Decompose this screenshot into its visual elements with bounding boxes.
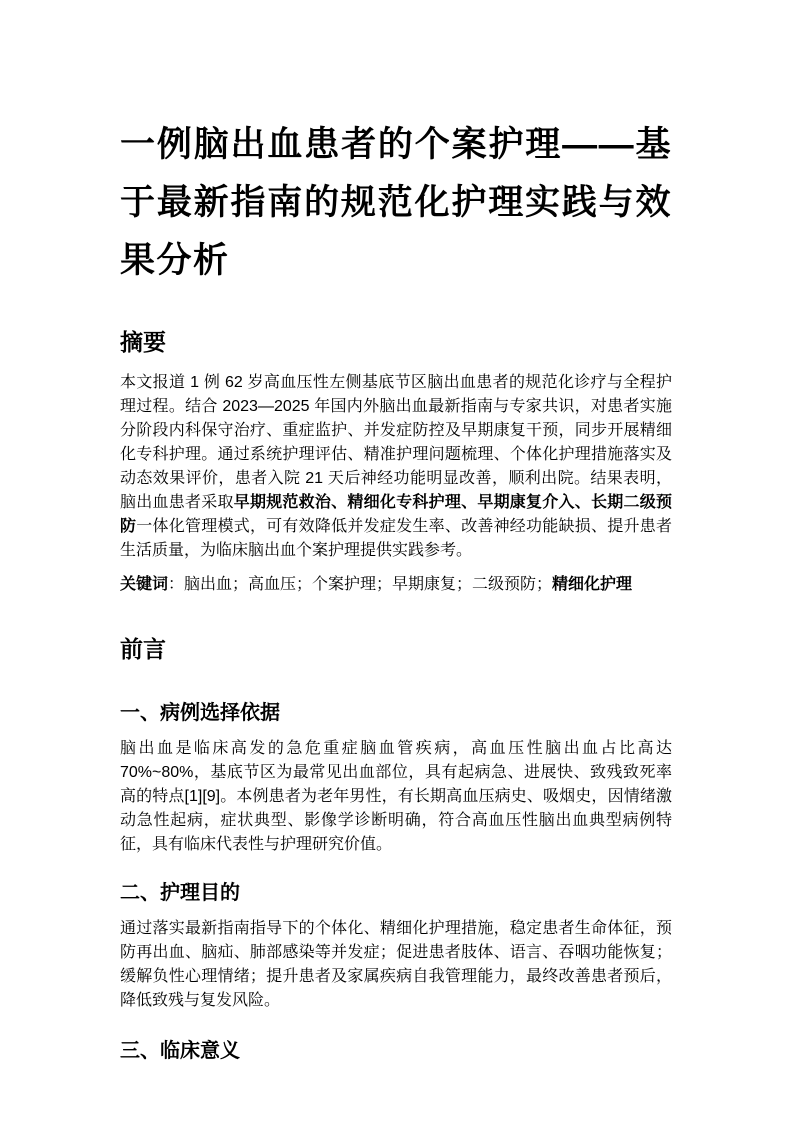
section-heading-clinical-significance: 三、临床意义	[120, 1040, 240, 1062]
keywords-label: 关键词	[120, 576, 169, 593]
keywords-line	[120, 573, 672, 597]
section-heading-case-selection: 一、病例选择依据	[120, 702, 280, 724]
abstract-text-part-2: 一体化管理模式，可有效降低并发症发生率、改善神经功能缺损、提升患者生活质量，为临床脑出血个案护理提供实践参考。	[120, 518, 672, 559]
document-title: 一例脑出血患者的个案护理——基于最新指南的规范化护理实践与效果分析	[120, 125, 672, 280]
section-body-case-selection: 脑出血是临床高发的急危重症脑血管疾病，高血压性脑出血占比高达 70%~80%，基底节区为最常见出血部位，具有起病急、进展快、致残致死率高的特点[1][9]。本例患者为老年男性，有长期高血压病史、吸烟史，因情绪激动急性起病，症状典型、影像学诊断明确，符合高血压性脑出血典型病例特征，具有临床代表性与护理研究价值。	[120, 740, 672, 853]
abstract-text-part-1: 本文报道 1 例 62 岁高血压性左侧基底节区脑出血患者的规范化诊疗与全程护理过程。结合 2023—2025 年国内外脑出血最新指南与专家共识，对患者实施分阶段内科保守治疗、重症监护、并发症防控及早期康复干预，同步开展精细化专科护理。通过系统护理评估、精准护理问题梳理、个体化护理措施落实及动态效果评价，患者入院 21 天后神经功能明显改善，顺利出院。结果表明，脑出血患者采取	[120, 374, 672, 511]
preface-heading: 前言	[120, 636, 166, 662]
section-heading-nursing-purpose: 二、护理目的	[120, 882, 240, 904]
abstract-heading: 摘要	[120, 329, 166, 355]
keywords-item-bold: 精细化护理	[552, 576, 633, 593]
abstract-text-bold-phrase: 早期规范救治、精细化专科护理、早期康复介入、长期二级预防	[120, 494, 672, 535]
keywords-items-regular: 脑出血；高血压；个案护理；早期康复；二级预防；	[184, 576, 553, 593]
abstract-paragraph	[120, 371, 672, 563]
section-body-nursing-purpose: 通过落实最新指南指导下的个体化、精细化护理措施，稳定患者生命体征，预防再出血、脑疝、肺部感染等并发症；促进患者肢体、语言、吞咽功能恢复；缓解负性心理情绪；提升患者及家属疾病自我管理能力，最终改善患者预后，降低致残与复发风险。	[120, 920, 672, 1009]
keywords-separator: ：	[168, 576, 185, 593]
